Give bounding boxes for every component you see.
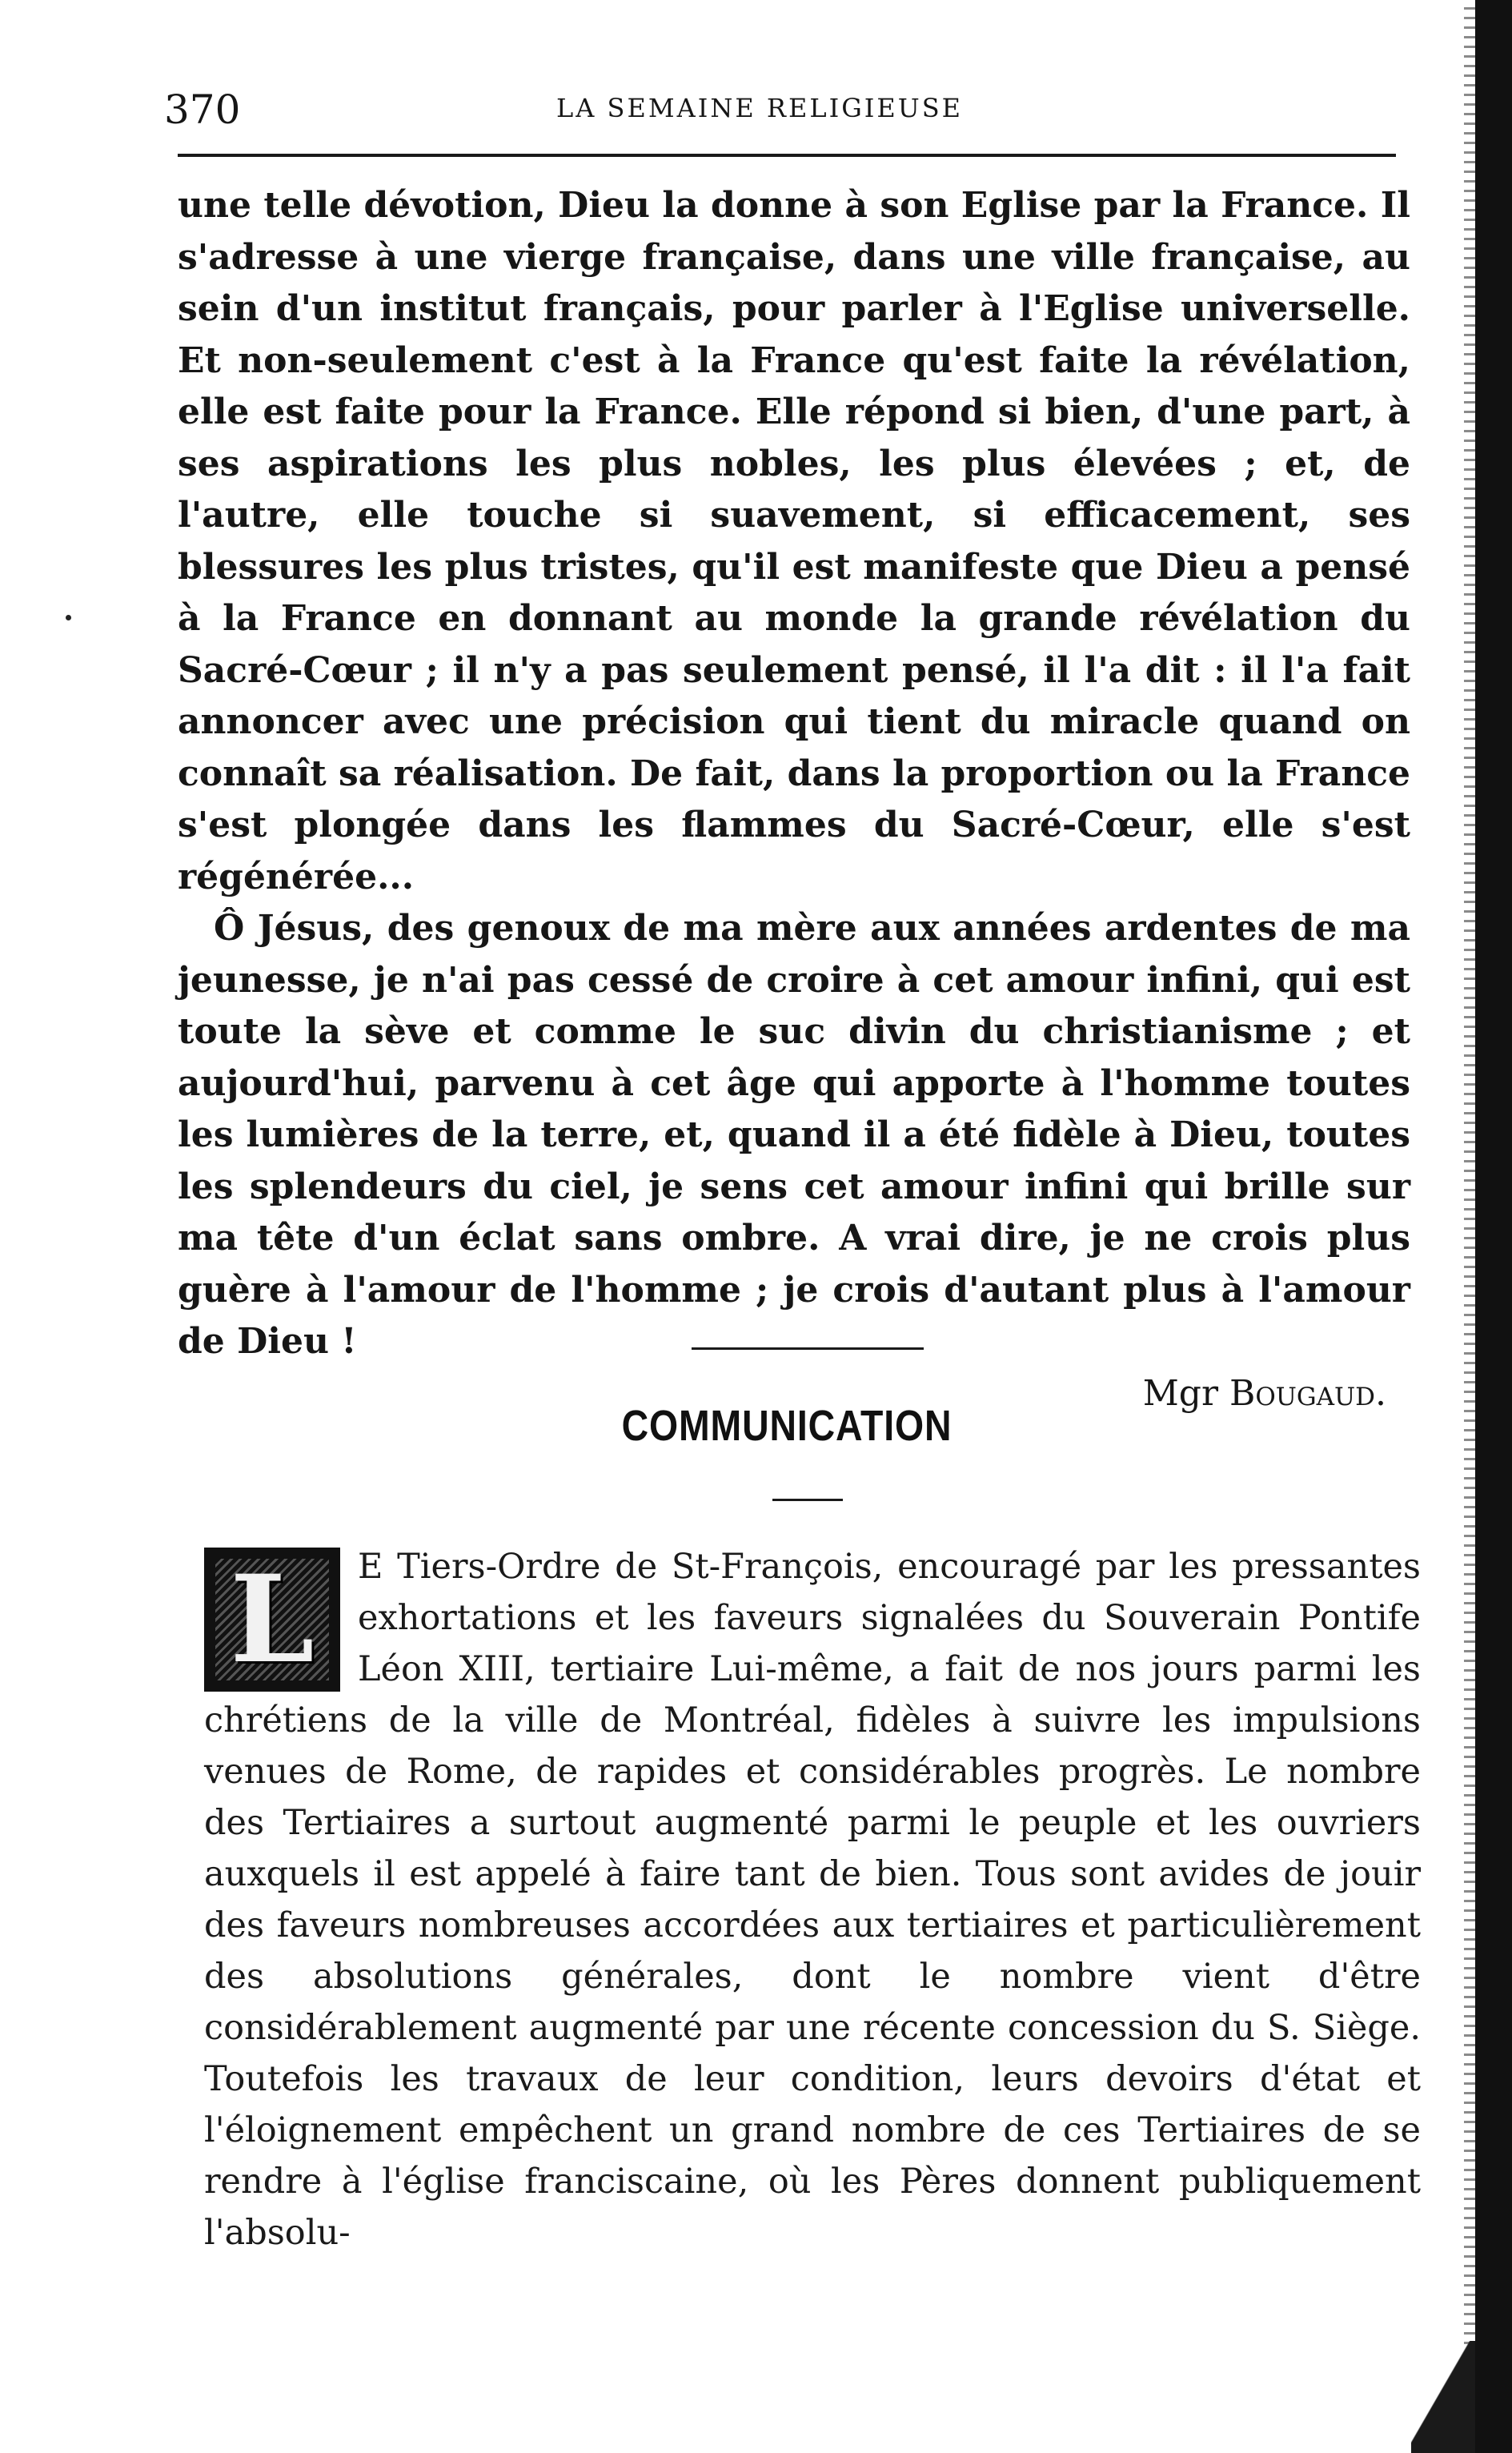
- ornamental-initial: [204, 1548, 340, 1692]
- margin-mark: [66, 615, 71, 620]
- page-corner-shadow: [1411, 2341, 1475, 2453]
- title-underline: [772, 1499, 843, 1501]
- paragraph-devotion: une telle dévotion, Dieu la donne à son Eglise par la France. Il s'adresse à une vierge française, dans une ville française, au sein d'un institut français, pour parler à l'Eglise universelle. Et non-seulement c'est à la France qu'est faite la révélation, elle est faite pour la France. Elle répond si bien, d'une part, à ses aspirations les plus nobles, les plus élevées ; et, de l'autre, elle touche si suavement, si efficacement, ses blessures les plus tristes, qu'il est manifeste que Dieu a pensé à la France en donnant au monde la grande révélation du Sacré-Cœur ; il n'y a pas seulement pensé, il l'a dit : il l'a fait annoncer avec une précision qui tient du miracle quand on connaît sa réalisation. De fait, dans la proportion ou la France s'est plongée dans les flammes du Sacré-Cœur, elle s'est régénérée...: [178, 185, 1410, 897]
- header-rule: [178, 154, 1396, 157]
- page-binding-edge: [1475, 0, 1512, 2453]
- page-edge-shadow: [1464, 0, 1475, 2453]
- communication-body: [204, 1541, 1421, 2258]
- running-head: LA SEMAINE RELIGIEUSE: [556, 93, 964, 123]
- section-title: COMMUNICATION: [621, 1402, 953, 1450]
- page-header: [164, 86, 1397, 143]
- page-number: 370: [164, 86, 241, 133]
- signature-name: Bougaud.: [1229, 1372, 1386, 1414]
- signature-prefix: Mgr: [1142, 1372, 1218, 1414]
- communication-paragraph: E Tiers-Ordre de St-François, encouragé par les pressantes exhortations et les faveurs signalées du Souverain Pontife Léon XIII, tertiaire Lui-même, a fait de nos jours parmi les chrétiens de la ville de Montréal, fidèles à suivre les impulsions venues de Rome, de rapides et considérables progrès. Le nombre des Tertiaires a surtout augmenté parmi le peuple et les ouvriers auxquels il est appelé à faire tant de bien. Tous sont avides de jouir des faveurs nombreuses accordées aux tertiaires et particulièrement des absolutions générales, dont le nombre vient d'être considérablement augmenté par une récente concession du S. Siège. Toutefois les travaux de leur condition, leurs devoirs d'état et l'éloignement empêchent un grand nombre de ces Tertiaires de se rendre à l'église franciscaine, où les Pères donnent publiquement l'absolu-: [204, 1547, 1421, 2253]
- section-divider: [692, 1347, 924, 1350]
- dropcap-letter: L: [230, 1549, 315, 1690]
- article-text: [178, 180, 1410, 1419]
- paragraph-jesus: Ô Jésus, des genoux de ma mère aux années ardentes de ma jeunesse, je n'ai pas cessé de croire à cet amour infini, qui est toute la sève et comme le suc divin du christianisme ; et aujourd'hui, parvenu à cet âge qui apporte à l'homme toutes les lumières de la terre, et, quand il a été fidèle à Dieu, toutes les splendeurs du ciel, je sens cet amour infini qui brille sur ma tête d'un éclat sans ombre. A vrai dire, je ne crois plus guère à l'amour de l'homme ; je crois d'autant plus à l'amour de Dieu !: [178, 908, 1410, 1362]
